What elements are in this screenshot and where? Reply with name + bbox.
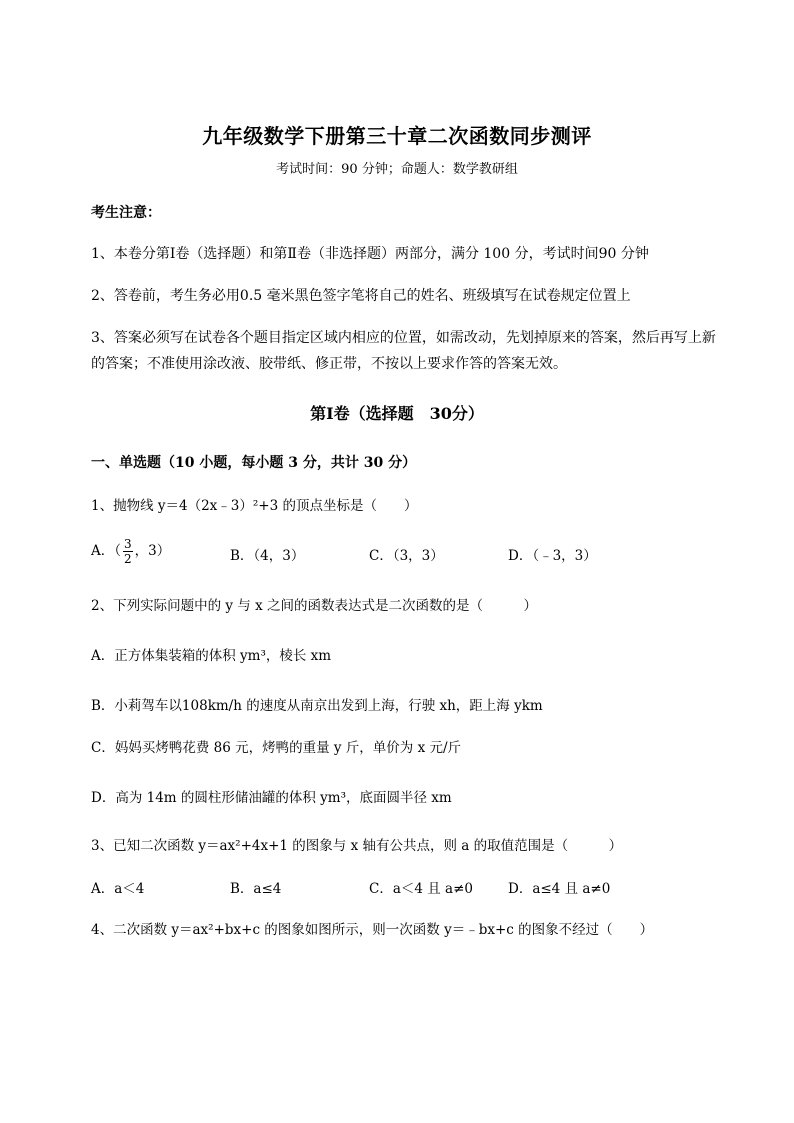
- question-1-option-d[interactable]: D．（﹣3，3）: [508, 548, 597, 564]
- question-1-option-c[interactable]: C．（3，3）: [369, 548, 444, 564]
- question-2-option-a[interactable]: A．正方体集装箱的体积 ym³，棱长 xm: [91, 648, 332, 664]
- note-item: 3、答案必须写在试卷各个题目指定区域内相应的位置，如需改动，先划掉原来的答案，然后再写上新: [91, 330, 716, 346]
- question-2-option-b[interactable]: B．小莉驾车以108km/h 的速度从南京出发到上海，行驶 xh，距上海 ykm: [91, 698, 543, 714]
- section-title: 第Ⅰ卷（选择题 30分）: [310, 404, 484, 423]
- note-item: 的答案；不准使用涂改液、胶带纸、修正带，不按以上要求作答的答案无效。: [91, 356, 567, 372]
- question-1-option-b[interactable]: B．（4，3）: [230, 548, 305, 564]
- question-2-option-d[interactable]: D．高为 14m 的圆柱形储油罐的体积 ym³，底面圆半径 xm: [91, 790, 452, 806]
- note-item: 2、答卷前，考生务必用0.5 毫米黑色签字笔将自己的姓名、班级填写在试卷规定位置上: [91, 288, 631, 304]
- question-2-stem: 2、下列实际问题中的 y 与 x 之间的函数表达式是二次函数的是（ ）: [91, 598, 537, 614]
- page-title: 九年级数学下册第三十章二次函数同步测评: [202, 124, 592, 148]
- question-3-stem: 3、已知二次函数 y＝ax²+4x+1 的图象与 x 轴有公共点，则 a 的取值范围是（ ）: [91, 838, 623, 854]
- option-a-suffix: ，3）: [134, 543, 171, 559]
- exam-info: 考试时间：90 分钟；命题人：数学教研组: [276, 162, 518, 177]
- question-3-option-c[interactable]: C．a＜4 且 a≠0: [369, 881, 473, 897]
- notes-heading: 考生注意：: [91, 205, 161, 221]
- question-3-option-b[interactable]: B．a≤4: [230, 881, 282, 897]
- fraction-numerator: 3: [124, 537, 132, 551]
- question-1-option-a[interactable]: [91, 538, 170, 565]
- fraction: [123, 538, 133, 565]
- question-3-option-a[interactable]: A．a＜4: [91, 881, 145, 897]
- question-4-stem: 4、二次函数 y＝ax²+bx+c 的图象如图所示，则一次函数 y＝﹣bx+c 的图象不经过（ ）: [91, 922, 654, 938]
- question-3-option-d[interactable]: D．a≤4 且 a≠0: [508, 881, 611, 897]
- question-2-option-c[interactable]: C．妈妈买烤鸭花费 86 元，烤鸭的重量 y 斤，单价为 x 元/斤: [91, 740, 462, 756]
- part-heading: 一、单选题（10 小题，每小题 3 分，共计 30 分）: [91, 455, 417, 471]
- note-item: 1、本卷分第Ⅰ卷（选择题）和第Ⅱ卷（非选择题）两部分，满分 100 分，考试时间90 分钟: [91, 246, 649, 262]
- option-a-prefix: A．（: [91, 543, 121, 559]
- fraction-denominator: 2: [124, 552, 132, 566]
- question-1-stem: 1、抛物线 y＝4（2x﹣3）²+3 的顶点坐标是（ ）: [91, 498, 418, 514]
